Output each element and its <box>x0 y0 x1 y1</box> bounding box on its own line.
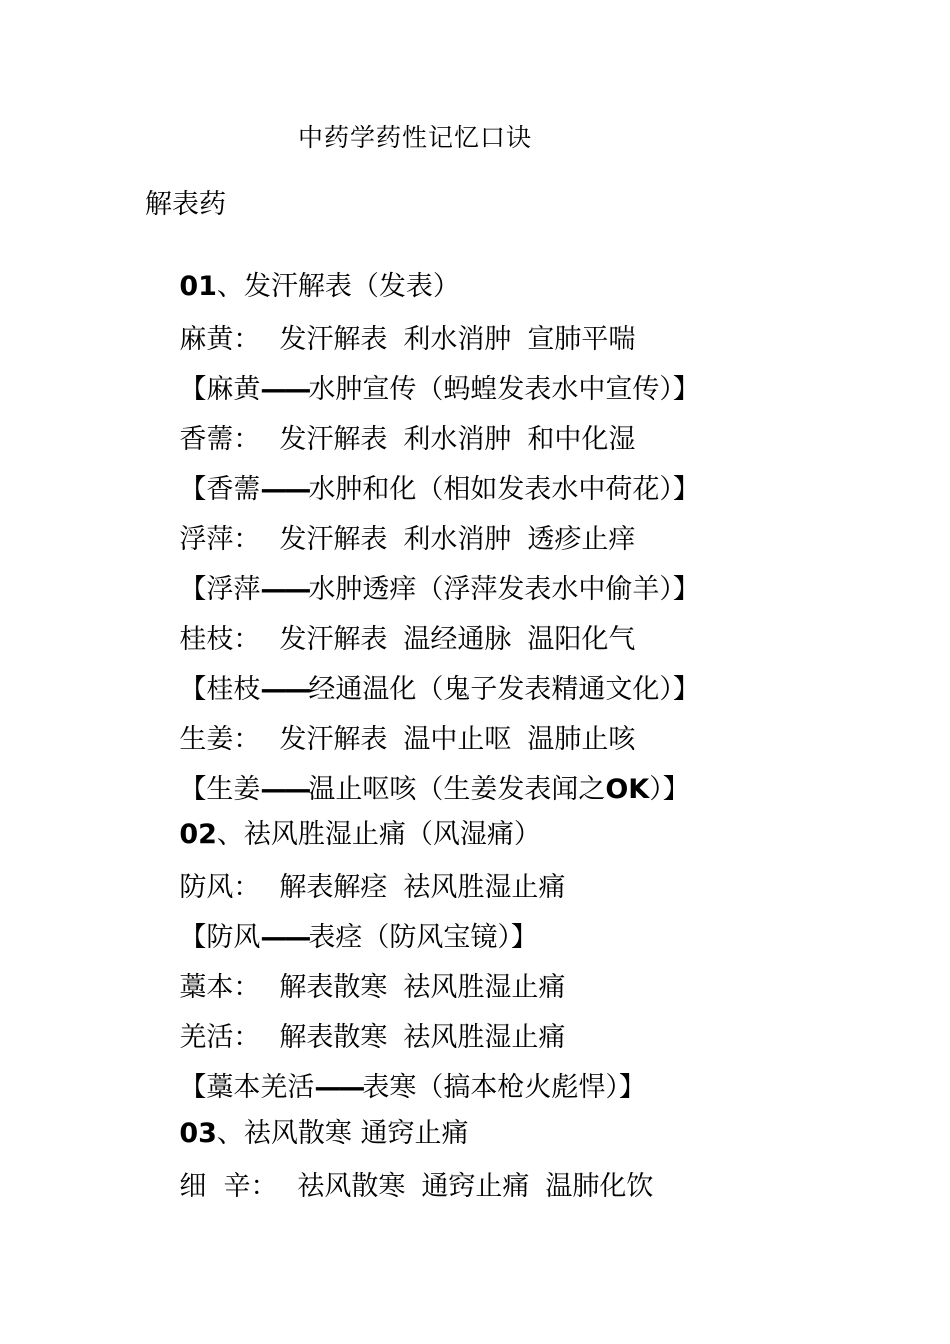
mnemonic-body: 温止呕咳（生姜发表闻之 <box>308 774 606 805</box>
section-title: 、发汗解表（发表） <box>216 271 460 302</box>
herb-name: 防风： <box>179 872 261 903</box>
mnemonic-open: 【桂枝 <box>179 674 261 705</box>
herb-entry-xixin <box>145 1133 669 1241</box>
herb-effect: 温经通脉 <box>403 624 512 655</box>
section-title: 、祛风胜湿止痛（风湿痛） <box>216 819 541 850</box>
herb-effect: 透疹止痒 <box>527 524 636 555</box>
section-number: 01 <box>179 271 217 302</box>
herb-name: 麻黄： <box>179 324 261 355</box>
mnemonic-dash: —— <box>260 674 309 705</box>
mnemonic-dash: —— <box>260 474 309 505</box>
mnemonic-dash: —— <box>260 774 309 805</box>
herb-name: 浮萍： <box>179 524 261 555</box>
mnemonic-body: 水肿宣传（蚂蝗发表水中宣传）】 <box>308 374 700 405</box>
mnemonic-body: 表痉（防风宝镜）】 <box>308 922 538 953</box>
mnemonic-dash: —— <box>260 574 309 605</box>
herb-effect: 解表散寒 <box>279 972 388 1003</box>
herb-name: 桂枝： <box>179 624 261 655</box>
mnemonic-dash: —— <box>260 922 309 953</box>
mnemonic-bold-text: OK <box>605 774 650 805</box>
section-number: 02 <box>179 819 217 850</box>
mnemonic-body: 经通温化（鬼子发表精通文化）】 <box>308 674 700 705</box>
mnemonic-open: 【浮萍 <box>179 574 261 605</box>
herb-effect: 温肺止咳 <box>527 724 636 755</box>
mnemonic-open: 【防风 <box>179 922 261 953</box>
herb-name: 细 辛： <box>179 1171 278 1202</box>
herb-effect: 发汗解表 <box>279 324 388 355</box>
herb-effect: 发汗解表 <box>279 724 388 755</box>
mnemonic-body: 表寒（搞本枪火彪悍）】 <box>362 1072 646 1103</box>
mnemonic-open: 【藁本羌活 <box>179 1072 315 1103</box>
herb-effect: 解表解痉 <box>279 872 388 903</box>
herb-effect: 利水消肿 <box>403 424 512 455</box>
herb-effect: 祛风散寒 <box>297 1171 406 1202</box>
herb-effect: 祛风胜湿止痛 <box>403 972 566 1003</box>
mnemonic-open: 【麻黄 <box>179 374 261 405</box>
mnemonic-body: 水肿和化（相如发表水中荷花）】 <box>308 474 700 505</box>
mnemonic-close: ）】 <box>649 774 690 805</box>
herb-effect: 发汗解表 <box>279 524 388 555</box>
herb-name: 香薷： <box>179 424 261 455</box>
herb-effect: 发汗解表 <box>279 424 388 455</box>
herb-effect: 和中化湿 <box>527 424 636 455</box>
section-title: 、祛风散寒 通窍止痛 <box>216 1118 469 1149</box>
herb-effect: 温中止呕 <box>403 724 512 755</box>
section-number: 03 <box>179 1118 217 1149</box>
herb-name: 藁本： <box>179 972 261 1003</box>
herb-effect: 祛风胜湿止痛 <box>403 1022 566 1053</box>
herb-effect: 通窍止痛 <box>421 1171 530 1202</box>
page-title: 中药学药性记忆口诀 <box>298 123 533 152</box>
herb-effect: 温阳化气 <box>527 624 636 655</box>
mnemonic-body: 水肿透痒（浮萍发表水中偷羊）】 <box>308 574 700 605</box>
herb-effect: 宣肺平喘 <box>527 324 636 355</box>
mnemonic-open: 【生姜 <box>179 774 261 805</box>
herb-effect: 发汗解表 <box>279 624 388 655</box>
mnemonic-dash: —— <box>260 374 309 405</box>
mnemonic-open: 【香薷 <box>179 474 261 505</box>
mnemonic-dash: —— <box>314 1072 363 1103</box>
category-heading: 解表药 <box>145 189 226 220</box>
herb-effect: 利水消肿 <box>403 524 512 555</box>
herb-effect: 利水消肿 <box>403 324 512 355</box>
herb-effect: 解表散寒 <box>279 1022 388 1053</box>
herb-effect: 祛风胜湿止痛 <box>403 872 566 903</box>
herb-name: 羌活： <box>179 1022 261 1053</box>
herb-effect: 温肺化饮 <box>545 1171 654 1202</box>
herb-name: 生姜： <box>179 724 261 755</box>
